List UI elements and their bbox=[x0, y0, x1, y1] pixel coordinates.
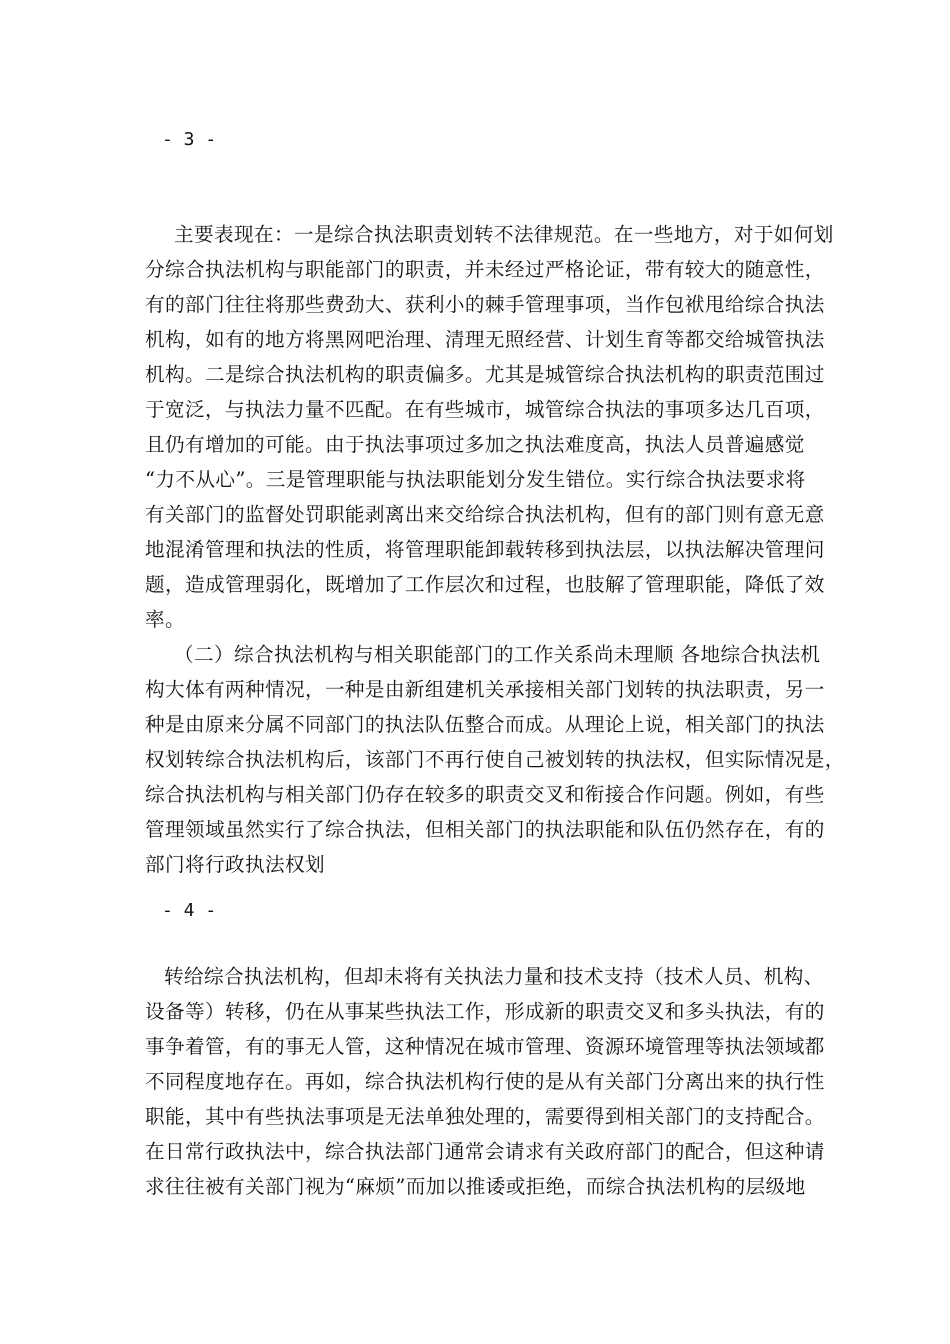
page-number-3: - 3 - bbox=[162, 129, 217, 150]
paragraph-line: 在日常行政执法中，综合执法部门通常会请求有关政府部门的配合，但这种请 bbox=[145, 1140, 825, 1163]
paragraph-line: 权划转综合执法机构后，该部门不再行使自己被划转的执法权，但实际情况是， bbox=[145, 748, 845, 771]
paragraph-line: 有关部门的监督处罚职能剥离出来交给综合执法机构，但有的部门则有意无意 bbox=[145, 503, 825, 526]
paragraph-line: “力不从心”。三是管理职能与执法职能划分发生错位。实行综合执法要求将 bbox=[145, 468, 806, 491]
paragraph-line: 题，造成管理弱化，既增加了工作层次和过程，也肢解了管理职能，降低了效 bbox=[145, 573, 825, 596]
paragraph-line: 机构，如有的地方将黑网吧治理、清理无照经营、计划生育等都交给城管执法 bbox=[145, 328, 825, 351]
paragraph-line: 设备等）转移，仍在从事某些执法工作，形成新的职责交叉和多头执法，有的 bbox=[145, 1000, 825, 1023]
paragraph-line: 职能，其中有些执法事项是无法单独处理的，需要得到相关部门的支持配合。 bbox=[145, 1105, 825, 1128]
paragraph-line: 转给综合执法机构，但却未将有关执法力量和技术支持（技术人员、机构、 bbox=[164, 965, 824, 988]
section-heading-line: （二）综合执法机构与相关职能部门的工作关系尚未理顺 各地综合执法机 bbox=[174, 643, 821, 666]
paragraph-line: 事争着管，有的事无人管，这种情况在城市管理、资源环境管理等执法领域都 bbox=[145, 1035, 825, 1058]
paragraph-line: 有的部门往往将那些费劲大、获利小的棘手管理事项，当作包袱甩给综合执法 bbox=[145, 293, 825, 316]
paragraph-line: 不同程度地存在。再如，综合执法机构行使的是从有关部门分离出来的执行性 bbox=[145, 1070, 825, 1093]
paragraph-line: 求往往被有关部门视为“麻烦”而加以推诿或拒绝，而综合执法机构的层级地 bbox=[145, 1175, 806, 1198]
paragraph-line: 构大体有两种情况，一种是由新组建机关承接相关部门划转的执法职责，另一 bbox=[145, 678, 825, 701]
paragraph-line: 主要表现在：一是综合执法职责划转不法律规范。在一些地方，对于如何划 bbox=[174, 223, 834, 246]
paragraph-line: 部门将行政执法权划 bbox=[145, 853, 325, 876]
paragraph-line: 率。 bbox=[145, 608, 185, 631]
paragraph-line: 综合执法机构与相关部门仍存在较多的职责交叉和衔接合作问题。例如，有些 bbox=[145, 783, 825, 806]
paragraph-line: 管理领域虽然实行了综合执法，但相关部门的执法职能和队伍仍然存在，有的 bbox=[145, 818, 825, 841]
paragraph-line: 且仍有增加的可能。由于执法事项过多加之执法难度高，执法人员普遍感觉 bbox=[145, 433, 805, 456]
paragraph-line: 于宽泛，与执法力量不匹配。在有些城市，城管综合执法的事项多达几百项， bbox=[145, 398, 825, 421]
page-number-4: - 4 - bbox=[162, 900, 217, 921]
paragraph-line: 种是由原来分属不同部门的执法队伍整合而成。从理论上说，相关部门的执法 bbox=[145, 713, 825, 736]
paragraph-line: 分综合执法机构与职能部门的职责，并未经过严格论证，带有较大的随意性， bbox=[145, 258, 825, 281]
paragraph-line: 机构。二是综合执法机构的职责偏多。尤其是城管综合执法机构的职责范围过 bbox=[145, 363, 825, 386]
paragraph-line: 地混淆管理和执法的性质，将管理职能卸载转移到执法层，以执法解决管理问 bbox=[145, 538, 825, 561]
